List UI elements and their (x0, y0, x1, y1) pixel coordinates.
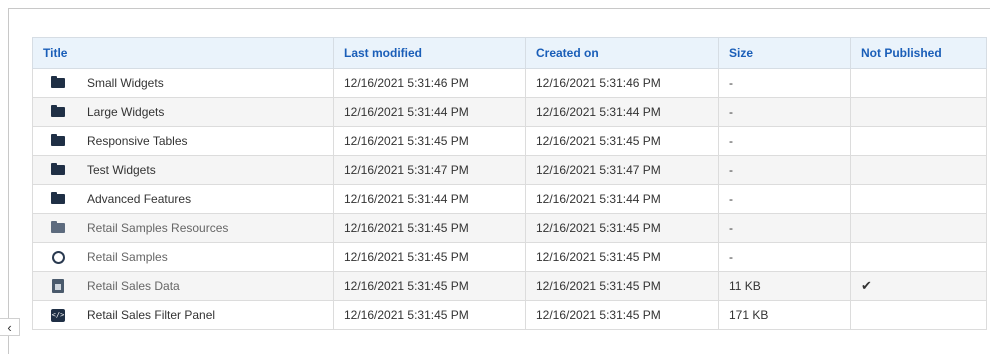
item-title[interactable]: Retail Samples (87, 250, 168, 264)
check-icon: ✔ (861, 278, 872, 293)
title-cell[interactable] (33, 156, 334, 185)
last-modified-cell: 12/16/2021 5:31:46 PM (334, 69, 526, 98)
item-title[interactable]: Advanced Features (87, 192, 192, 206)
item-title[interactable]: Retail Sales Filter Panel (87, 308, 216, 322)
not-published-cell (851, 243, 987, 272)
column-header-last-modified[interactable]: Last modified (334, 38, 526, 69)
column-header-not-published[interactable]: Not Published (851, 38, 987, 69)
title-cell[interactable] (33, 98, 334, 127)
folder-icon (51, 163, 65, 177)
last-modified-cell: 12/16/2021 5:31:45 PM (334, 301, 526, 330)
table-row[interactable] (33, 156, 987, 185)
size-cell: - (719, 185, 851, 214)
not-published-cell (851, 156, 987, 185)
chevron-left-icon: ‹ (7, 319, 12, 335)
files-table (32, 37, 987, 330)
table-row[interactable] (33, 301, 987, 330)
not-published-cell (851, 127, 987, 156)
title-cell[interactable] (33, 243, 334, 272)
created-on-cell: 12/16/2021 5:31:45 PM (526, 214, 719, 243)
folder-icon (51, 134, 65, 148)
folder-icon (51, 221, 65, 235)
created-on-cell: 12/16/2021 5:31:44 PM (526, 185, 719, 214)
created-on-cell: 12/16/2021 5:31:45 PM (526, 272, 719, 301)
folder-icon (51, 192, 65, 206)
last-modified-cell: 12/16/2021 5:31:45 PM (334, 243, 526, 272)
code-file-icon: </> (51, 308, 65, 322)
folder-icon (51, 76, 65, 90)
table-row[interactable] (33, 127, 987, 156)
size-cell: 171 KB (719, 301, 851, 330)
size-cell: 11 KB (719, 272, 851, 301)
not-published-cell (851, 185, 987, 214)
last-modified-cell: 12/16/2021 5:31:45 PM (334, 272, 526, 301)
title-cell[interactable] (33, 69, 334, 98)
not-published-cell (851, 69, 987, 98)
column-header-created-on[interactable]: Created on (526, 38, 719, 69)
title-cell[interactable] (33, 301, 334, 330)
size-cell: - (719, 243, 851, 272)
table-row[interactable] (33, 214, 987, 243)
table-header-row (33, 38, 987, 69)
table-row[interactable] (33, 185, 987, 214)
title-cell[interactable] (33, 272, 334, 301)
folder-icon (51, 105, 65, 119)
item-title[interactable]: Retail Sales Data (87, 279, 180, 293)
size-cell: - (719, 156, 851, 185)
table-row[interactable] (33, 98, 987, 127)
item-title[interactable]: Test Widgets (87, 163, 156, 177)
table-row[interactable] (33, 243, 987, 272)
last-modified-cell: 12/16/2021 5:31:44 PM (334, 185, 526, 214)
size-cell: - (719, 98, 851, 127)
item-title[interactable]: Small Widgets (87, 76, 164, 90)
not-published-cell (851, 301, 987, 330)
not-published-cell (851, 272, 987, 301)
column-header-title[interactable]: Title (33, 38, 334, 69)
created-on-cell: 12/16/2021 5:31:45 PM (526, 301, 719, 330)
item-title[interactable]: Responsive Tables (87, 134, 188, 148)
circle-icon (51, 250, 65, 264)
title-cell[interactable] (33, 127, 334, 156)
collapse-panel-button[interactable] (0, 318, 20, 336)
created-on-cell: 12/16/2021 5:31:45 PM (526, 243, 719, 272)
created-on-cell: 12/16/2021 5:31:45 PM (526, 127, 719, 156)
size-cell: - (719, 69, 851, 98)
created-on-cell: 12/16/2021 5:31:46 PM (526, 69, 719, 98)
data-file-icon (51, 279, 65, 293)
item-title[interactable]: Large Widgets (87, 105, 165, 119)
content-frame (8, 8, 990, 354)
last-modified-cell: 12/16/2021 5:31:44 PM (334, 98, 526, 127)
title-cell[interactable] (33, 214, 334, 243)
item-title[interactable]: Retail Samples Resources (87, 221, 229, 235)
created-on-cell: 12/16/2021 5:31:44 PM (526, 98, 719, 127)
size-cell: - (719, 127, 851, 156)
not-published-cell (851, 98, 987, 127)
title-cell[interactable] (33, 185, 334, 214)
table-row[interactable] (33, 272, 987, 301)
table-row[interactable] (33, 69, 987, 98)
last-modified-cell: 12/16/2021 5:31:45 PM (334, 127, 526, 156)
last-modified-cell: 12/16/2021 5:31:45 PM (334, 214, 526, 243)
last-modified-cell: 12/16/2021 5:31:47 PM (334, 156, 526, 185)
created-on-cell: 12/16/2021 5:31:47 PM (526, 156, 719, 185)
not-published-cell (851, 214, 987, 243)
size-cell: - (719, 214, 851, 243)
column-header-size[interactable]: Size (719, 38, 851, 69)
